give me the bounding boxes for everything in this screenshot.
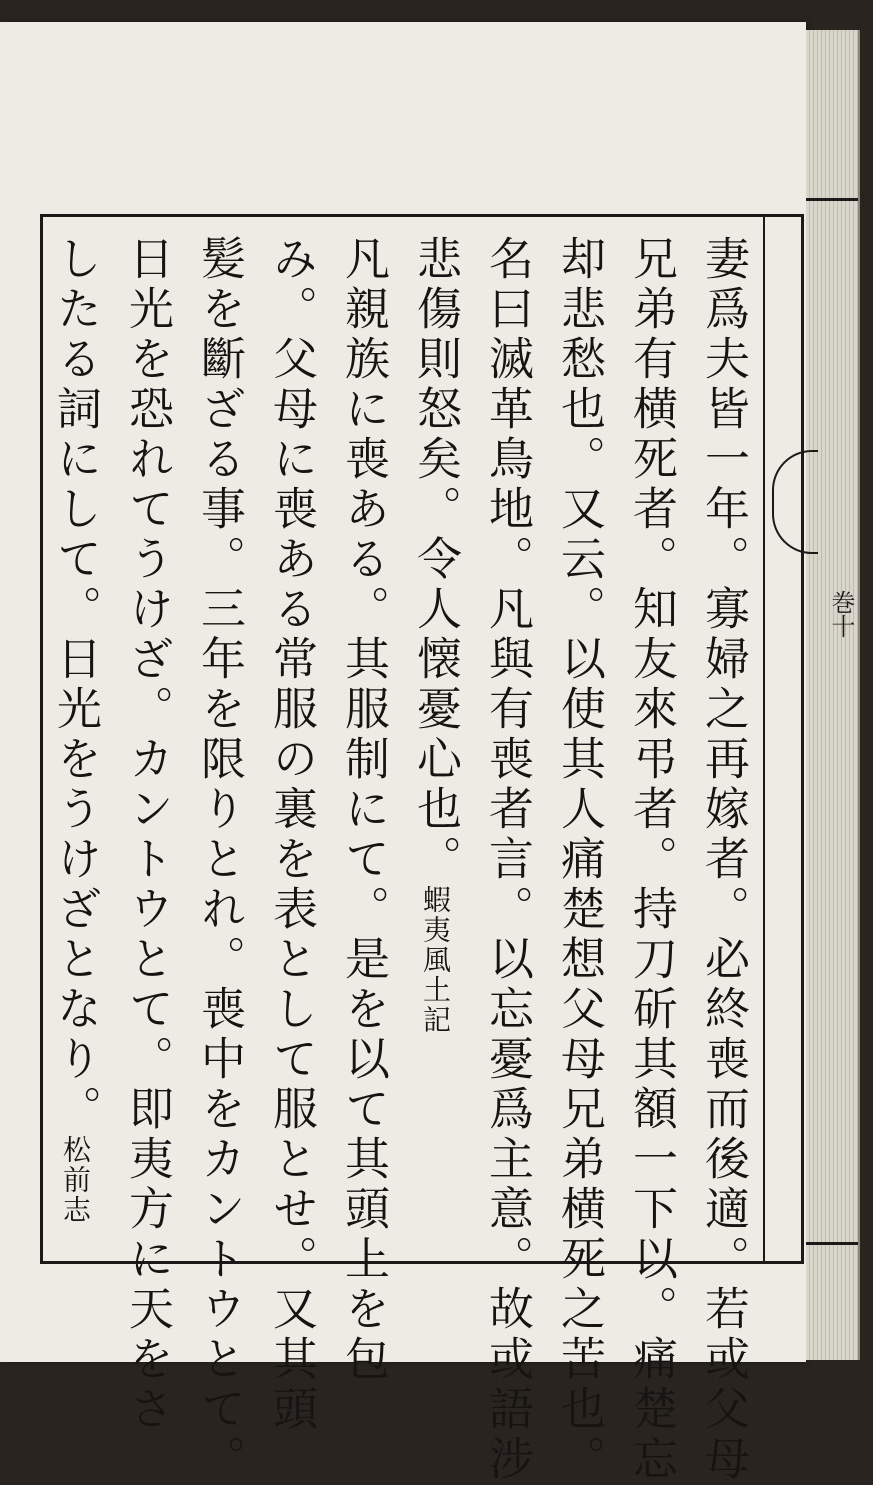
text-line: 却悲愁也。又云。以使其人痛楚想父母兄弟横死之苦也。 — [553, 235, 606, 1485]
edge-rule — [806, 198, 858, 201]
source-note: 蝦夷風土記 — [419, 885, 452, 1035]
text-line: 凡親族に喪ある。其服制にて。是を以て其頭上を包 — [337, 235, 390, 1385]
vertical-text-block — [49, 235, 759, 1485]
text-line: 兄弟有横死者。知友來弔者。持刀斫其額一下以。痛楚忘 — [625, 235, 678, 1485]
text-line: 名曰滅革鳥地。凡與有喪者言。以忘憂爲主意。故或語涉 — [481, 235, 534, 1485]
text-line: 日光を恐れてうけざ。カントウとて。即夷方に天をさ — [121, 235, 174, 1435]
page-edges — [806, 30, 860, 1360]
text-line: 悲傷則怒矣。令人懐憂心也。蝦夷風土記 — [409, 235, 462, 1035]
text-line: 髪を斷ざる事。三年を限りとれ。喪中をカントウとて。 — [193, 235, 246, 1485]
frame-rule — [763, 217, 765, 1261]
text-line: み。父母に喪ある常服の裏を表として服とせ。又其頭 — [265, 235, 318, 1435]
volume-label: 巻十 — [827, 590, 855, 638]
edge-rule — [806, 1242, 858, 1245]
book-page — [0, 22, 806, 1485]
text-line: したる詞にして。日光をうけざとなり。松前志 — [49, 235, 102, 1225]
text-line: 妻爲夫皆一年。寡婦之再嫁者。必終喪而後適。若或父母 — [697, 235, 750, 1485]
text-frame — [40, 214, 804, 1485]
source-note: 松前志 — [59, 1135, 92, 1225]
